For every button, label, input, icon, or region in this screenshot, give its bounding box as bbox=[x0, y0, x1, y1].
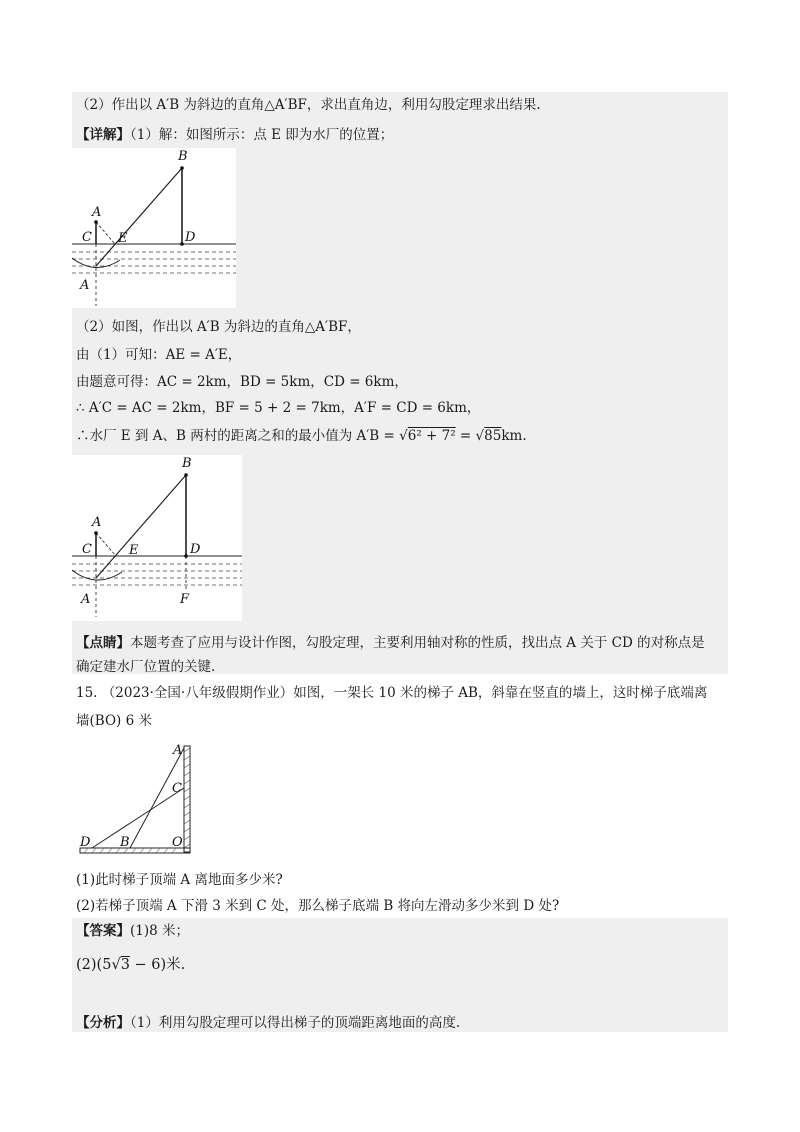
question-2: (2)若梯子顶端 A 下滑 3 米到 C 处，那么梯子底端 B 将向左滑动多少米到 D 处? bbox=[76, 898, 560, 914]
fig3-label-O: O bbox=[172, 835, 183, 850]
detail-tag: 【详解】 bbox=[76, 127, 130, 143]
answer-line2: (2)(5√3 − 6)米. bbox=[76, 957, 186, 973]
fig2-label-C: C bbox=[82, 542, 92, 557]
from1-line: 由（1）可知：AE = A′E， bbox=[76, 347, 242, 363]
comment-tag: 【点睛】 bbox=[76, 635, 130, 651]
fig3-label-D: D bbox=[80, 835, 91, 850]
fig2-label-E: E bbox=[129, 543, 139, 558]
answer-2-b: − 6) bbox=[129, 957, 167, 973]
fig1-label-C: C bbox=[82, 230, 92, 245]
question-1: (1)此时梯子顶端 A 离地面多少米? bbox=[76, 872, 283, 888]
answer-1: (1)8 米； bbox=[130, 923, 190, 939]
fig2-label-A: A bbox=[92, 515, 102, 530]
therefore2-sqrt2: 85 bbox=[484, 428, 502, 444]
therefore1-line: ∴ A′C = AC = 2km，BF = 5 + 2 = 7km，A′F = CD = 6km， bbox=[76, 400, 481, 416]
answer-2-a: (5 bbox=[96, 957, 112, 973]
fig2-label-B: B bbox=[182, 456, 192, 471]
answer-2-sqrt: 3 bbox=[120, 957, 130, 973]
therefore2-unit: km. bbox=[501, 428, 527, 444]
comment-text-1: 本题考查了应用与设计作图，勾股定理，主要利用轴对称的性质，找出点 A 关于 CD 的对称点是 bbox=[130, 635, 705, 651]
therefore2-line: ∴水厂 E 到 A、B 两村的距离之和的最小值为 A′B = √6² + 7² = √85km. bbox=[76, 428, 527, 444]
therefore2-text: ∴水厂 E 到 A、B 两村的距离之和的最小值为 A′B = bbox=[76, 428, 400, 444]
fig2-label-A-prime: A bbox=[81, 592, 91, 607]
fig2-label-D: D bbox=[190, 542, 201, 557]
therefore2-eq: = bbox=[455, 428, 476, 444]
answer-line1 bbox=[76, 922, 189, 940]
answer-tag: 【答案】 bbox=[76, 923, 130, 939]
fig1-label-B: B bbox=[178, 149, 188, 164]
fig1-label-D: D bbox=[185, 230, 196, 245]
figure-1 bbox=[72, 148, 236, 308]
answer-2-prefix: (2) bbox=[76, 957, 97, 973]
figure-1-svg bbox=[72, 148, 236, 308]
problem15-line2: 墙(BO) 6 米 bbox=[76, 713, 152, 729]
analysis-text: （1）利用勾股定理可以得出梯子的顶端距离地面的高度. bbox=[130, 1015, 461, 1031]
given-line: 由题意可得：AC = 2km，BD = 5km，CD = 6km， bbox=[76, 374, 408, 390]
analysis-line bbox=[76, 1014, 460, 1032]
comment-line2: 确定建水厂位置的关键. bbox=[76, 659, 216, 675]
part2-line: （2）如图，作出以 A′B 为斜边的直角△A′BF， bbox=[76, 319, 361, 335]
answer-2-unit: 米. bbox=[166, 957, 186, 973]
fig3-label-C: C bbox=[172, 781, 182, 796]
problem15-line1: 15. （2023·全国·八年级假期作业）如图，一架长 10 米的梯子 AB，斜靠在竖直的墙上，这时梯子底端离 bbox=[76, 685, 708, 701]
figure-3-svg bbox=[72, 740, 194, 858]
analysis-tag: 【分析】 bbox=[76, 1015, 130, 1031]
therefore2-sqrt1: 6² + 7² bbox=[407, 428, 456, 444]
detail-text: （1）解：如图所示：点 E 即为水厂的位置； bbox=[130, 127, 394, 143]
solution14-line1: （2）作出以 A′B 为斜边的直角△A′BF，求出直角边，利用勾股定理求出结果. bbox=[76, 97, 541, 113]
detail-line bbox=[76, 126, 393, 144]
fig3-label-A: A bbox=[173, 743, 183, 758]
comment-line1 bbox=[76, 634, 705, 652]
fig2-label-F: F bbox=[180, 592, 190, 607]
figure-3-ladder bbox=[72, 740, 194, 858]
fig1-label-A: A bbox=[92, 205, 102, 220]
fig1-label-A-prime: A bbox=[80, 278, 90, 293]
fig1-label-E: E bbox=[118, 231, 128, 246]
figure-2 bbox=[72, 455, 242, 621]
fig3-label-B: B bbox=[120, 835, 130, 850]
figure-2-svg bbox=[72, 455, 242, 621]
